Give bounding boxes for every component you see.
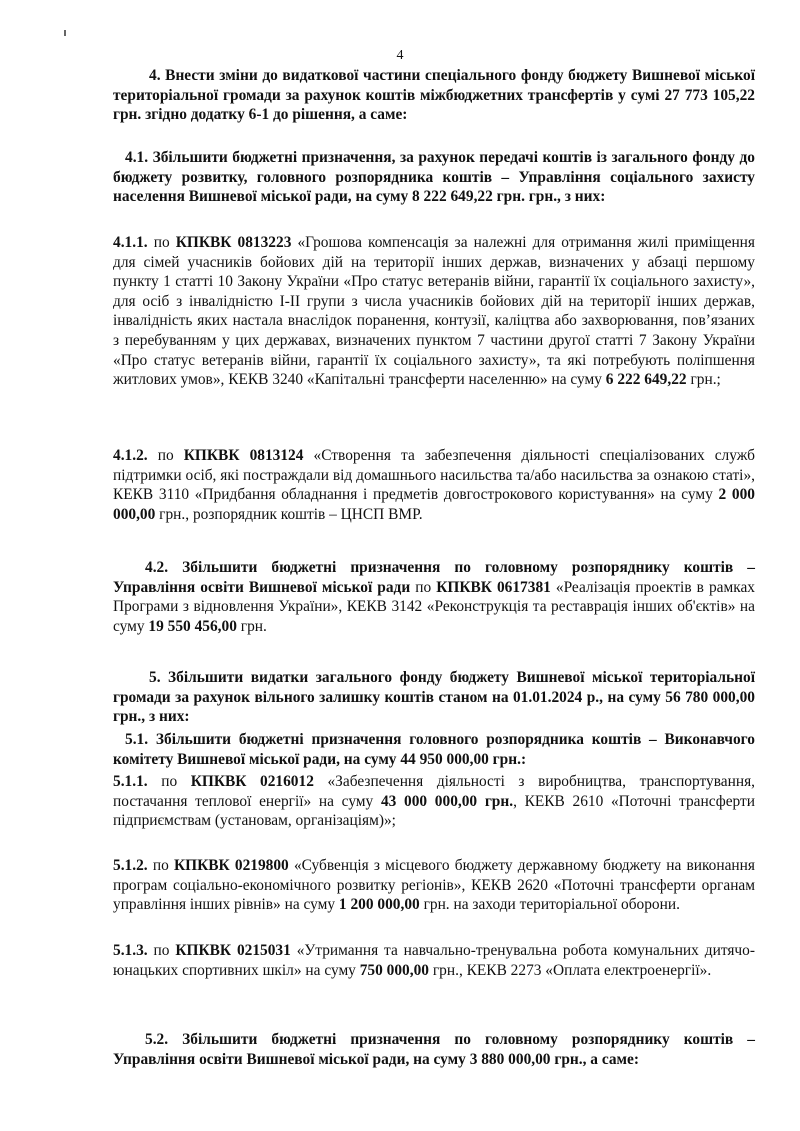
item-4-1-1-pre: по: [147, 234, 176, 251]
item-5-1-3-text: «Утримання та навчально-тренувальна робота комунальних дитячо-юнацьких спортивних шкіл» на суму: [113, 942, 755, 979]
section-4-2-code: КПКВК 0617381: [436, 578, 551, 596]
item-4-1-1: [113, 233, 755, 390]
section-5-1: [113, 730, 755, 769]
item-5-1-3-tail: грн., КЕКВ 2273 «Оплата електроенергії».: [429, 961, 712, 979]
section-5-2-text: 5.2. Збільшити бюджетні призначення по головному розпоряднику коштів – Управління освіти Вишневої міської ради, на суму 3 880 000,00 грн., а саме:: [113, 1031, 755, 1068]
item-5-1-3-num: 5.1.3.: [113, 942, 148, 959]
section-4-2-tail: грн.: [236, 617, 267, 635]
item-5-1-1-num: 5.1.1.: [113, 773, 148, 790]
item-4-1-2-tail: грн., розпорядник коштів – ЦНСП ВМР.: [155, 505, 423, 523]
section-4-text: 4. Внести зміни до видаткової частини спеціального фонду бюджету Вишневої міської територіальної громади за рахунок коштів міжбюджетних трансфертів у сумі 27 773 105,22 грн. згідно додатку 6-1 до рішення, а саме:: [113, 67, 755, 124]
item-5-1-1-code: КПКВК 0216012: [190, 773, 314, 790]
section-5-2: [113, 1030, 755, 1069]
item-5-1-2-pre: по: [147, 857, 174, 874]
page-number: 4: [396, 48, 404, 63]
item-4-1-2-num: 4.1.2.: [113, 447, 148, 464]
item-4-1-1-text: «Грошова компенсація за належні для отримання жилі приміщення для сімей учасників бойових дій на території інших держав, визначених у абзаці першому пункту 1 статті 10 Закону України «Про статус ветеранів війни, гарантії їх соціального захисту», для осіб з інвалідністю I-II групи з числа учасників бойових дій на території інших держав, інвалідність яких настала внаслідок поранення, контузії, каліцтва або захворювання, пов’язаних з перебуванням у цих державах, визначених пунктом 7 частини другої статті 7 Закону України «Про статус ветеранів війни, гарантії їх соціального захисту», та які потребують поліпшення житлових умов», КЕКВ 3240 «Капітальні трансферти населенню» на суму: [113, 234, 756, 389]
section-4-2-text: «Реалізація проектів в рамках Програми з відновлення України», КЕКВ 3142 «Реконструкція та реставрація інших об'єктів» на суму: [113, 578, 755, 635]
item-5-1-2-num: 5.1.2.: [113, 857, 148, 874]
item-5-1-2-tail: грн. на заходи територіальної оборони.: [419, 896, 680, 914]
item-4-1-1-code: КПКВК 0813223: [175, 234, 292, 251]
section-5: [113, 668, 755, 727]
item-4-1-1-amount: 6 222 649,22: [605, 371, 687, 389]
item-5-1-1-pre: по: [147, 773, 191, 790]
item-5-1-1-amount: 43 000 000,00 грн.: [380, 792, 514, 810]
item-5-1-3-code: КПКВК 0215031: [175, 942, 291, 959]
section-4-1: [113, 148, 755, 207]
section-5-text: 5. Збільшити видатки загального фонду бюджету Вишневої міської територіальної громади за рахунок вільного залишку коштів станом на 01.01.2024 р., на суму 56 780 000,00 грн., з них:: [113, 669, 755, 726]
item-4-1-1-tail: грн.;: [686, 371, 721, 389]
section-4-1-text: 4.1. Збільшити бюджетні призначення, за рахунок передачі коштів із загального фонду до бюджету розвитку, головного розпорядника коштів – Управління соціального захисту населення Вишневої міської ради, на суму 8 222 649,22 грн. грн., з них:: [113, 149, 755, 206]
item-5-1-3-amount: 750 000,00: [359, 961, 429, 979]
item-5-1-2: [113, 856, 755, 915]
item-4-1-2: [113, 446, 755, 524]
item-5-1-1-tail: , КЕКВ 2610 «Поточні трансферти підприємствам (установам, організаціям)»;: [113, 792, 755, 830]
item-5-1-3-pre: по: [147, 942, 176, 959]
section-4-2-amount: 19 550 456,00: [148, 617, 237, 635]
section-4-2: [113, 558, 755, 636]
item-5-1-2-text: «Субвенція з місцевого бюджету державному бюджету на виконання програм соціально-економічного розвитку регіонів», КЕКВ 2620 «Поточні трансферти органам управління інших рівнів» на суму: [113, 857, 755, 914]
item-4-1-2-code: КПКВК 0813124: [183, 447, 304, 464]
item-4-1-1-num: 4.1.1.: [113, 234, 148, 251]
item-5-1-2-amount: 1 200 000,00: [338, 896, 420, 914]
item-4-1-2-pre: по: [147, 447, 184, 464]
section-4: [113, 66, 755, 125]
item-5-1-3: [113, 941, 755, 980]
item-5-1-1: [113, 772, 755, 831]
scan-mark: [64, 30, 66, 36]
item-5-1-1-text: «Забезпечення діяльності з виробництва, транспортування, постачання теплової енергії» на суму: [113, 773, 756, 810]
item-4-1-2-amount: 2 000 000,00: [113, 486, 755, 523]
section-4-2-pre: по: [410, 578, 437, 596]
item-4-1-2-text: «Створення та забезпечення діяльності спеціалізованих служб підтримки осіб, які постраждали від домашнього насильства та/або насильства за ознакою статі», КЕКВ 3110 «Придбання обладнання і предметів довгострокового користування» на суму: [113, 447, 755, 504]
item-5-1-2-code: КПКВК 0219800: [173, 857, 289, 874]
section-5-1-text: 5.1. Збільшити бюджетні призначення головного розпорядника коштів – Виконавчого комітету Вишневої міської ради, на суму 44 950 000,00 грн.:: [113, 731, 755, 768]
section-4-2-bold: 4.2. Збільшити бюджетні призначення по головному розпоряднику коштів – Управління освіти Вишневої міської ради: [113, 559, 755, 596]
